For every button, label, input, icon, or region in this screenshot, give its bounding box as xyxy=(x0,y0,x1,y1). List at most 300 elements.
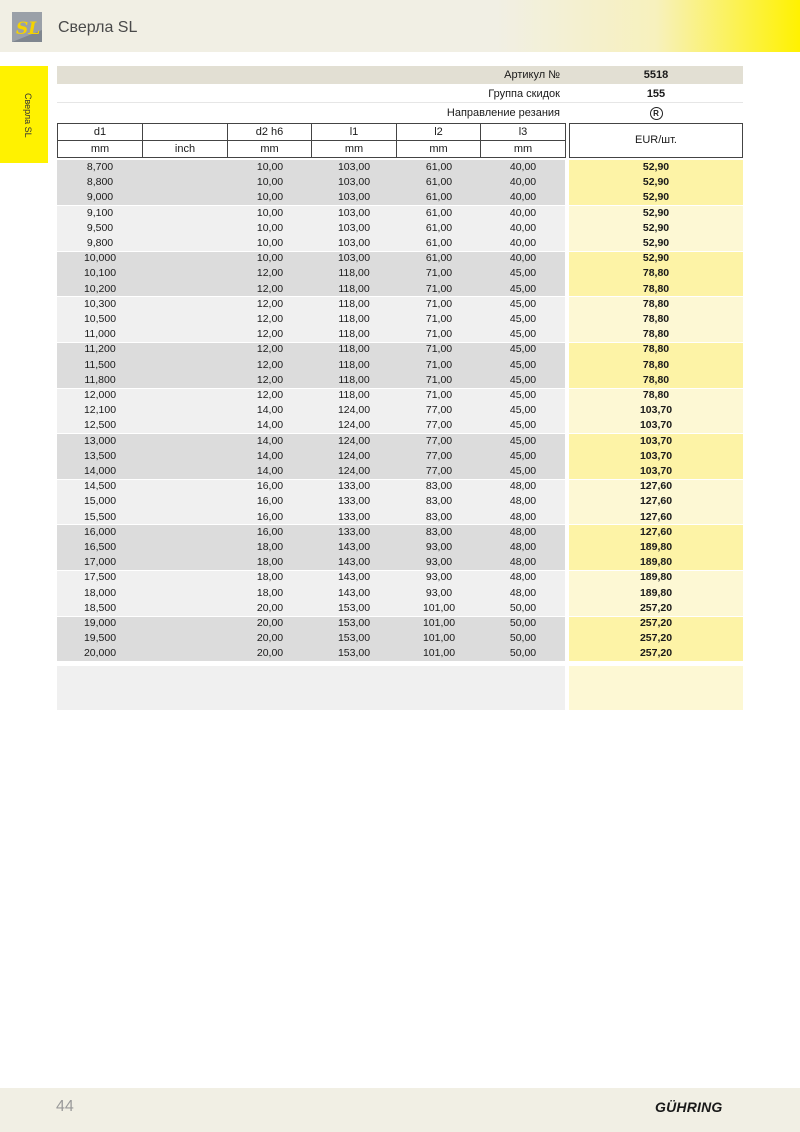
group-separator xyxy=(57,388,743,389)
cell-price: 52,90 xyxy=(642,176,670,189)
cell-inch xyxy=(142,510,228,525)
cell-price: 78,80 xyxy=(642,343,670,356)
cell-l2: 71,00 xyxy=(425,389,453,401)
cell-d1: 14,500 xyxy=(83,480,117,493)
cell-price: 52,90 xyxy=(642,252,670,265)
cell-inch xyxy=(142,206,228,221)
cell-d2: 10,00 xyxy=(256,191,284,204)
cell-l3: 50,00 xyxy=(509,601,537,614)
cell-d1: 14,000 xyxy=(83,465,117,477)
cell-d1: 9,100 xyxy=(86,206,114,219)
cell-l1: 118,00 xyxy=(338,358,370,371)
cell-l3: 48,00 xyxy=(509,586,537,599)
cell-price: 78,80 xyxy=(642,267,670,280)
cell-l3: 48,00 xyxy=(509,541,537,553)
cell-l1: 118,00 xyxy=(338,389,370,401)
table-row xyxy=(57,464,743,479)
cell-l3: 45,00 xyxy=(509,267,537,280)
col-header-d2: d2 h6 xyxy=(227,123,312,141)
table-row xyxy=(57,403,743,418)
cell-l1: 103,00 xyxy=(337,221,371,234)
svg-text:SL: SL xyxy=(16,19,41,39)
cell-inch xyxy=(142,479,228,494)
cell-l2: 83,00 xyxy=(425,495,453,508)
cell-l3: 45,00 xyxy=(509,373,537,386)
cell-l3: 48,00 xyxy=(509,510,537,523)
cell-inch xyxy=(142,586,228,601)
cell-price: 257,20 xyxy=(639,632,673,645)
cell-l1: 124,00 xyxy=(337,404,371,417)
cell-l3: 45,00 xyxy=(509,282,537,295)
cell-d1: 10,100 xyxy=(83,267,117,280)
cell-l2: 101,00 xyxy=(422,632,456,645)
table-row xyxy=(57,555,743,570)
table-row xyxy=(57,510,743,525)
right-hand-cutting-icon: R xyxy=(650,107,663,120)
cell-price: 52,90 xyxy=(642,221,670,234)
cell-price: 52,90 xyxy=(642,161,670,173)
group-separator xyxy=(57,205,743,206)
cell-inch xyxy=(142,540,228,555)
cell-d1: 19,000 xyxy=(83,617,117,629)
cell-inch xyxy=(142,403,228,418)
cell-d1: 11,200 xyxy=(84,343,116,356)
table-row xyxy=(57,358,743,373)
cell-d1: 17,000 xyxy=(83,556,117,569)
table-row xyxy=(57,175,743,190)
cell-l2: 71,00 xyxy=(425,343,453,356)
cell-price: 257,20 xyxy=(639,601,673,614)
cell-inch xyxy=(142,190,228,205)
cell-l2: 77,00 xyxy=(425,449,453,462)
cell-l1: 103,00 xyxy=(337,161,371,173)
cell-d1: 12,000 xyxy=(83,389,117,401)
col-header-l3: l3 xyxy=(480,123,566,141)
cell-d2: 16,00 xyxy=(256,510,284,523)
table-row xyxy=(57,418,743,433)
discount-value: 155 xyxy=(646,88,666,100)
cell-price: 52,90 xyxy=(642,237,670,249)
cell-inch xyxy=(142,358,228,373)
cell-price: 78,80 xyxy=(642,328,670,341)
cell-d1: 8,700 xyxy=(86,161,114,173)
cell-l1: 103,00 xyxy=(337,206,371,219)
side-tab-label: Сверла SL xyxy=(23,93,33,138)
table-row xyxy=(57,282,743,297)
col-header-price: EUR/шт. xyxy=(569,123,743,158)
group-separator xyxy=(57,661,743,662)
group-separator xyxy=(57,524,743,525)
cell-inch xyxy=(142,342,228,357)
cell-l1: 118,00 xyxy=(338,267,370,280)
cell-l3: 45,00 xyxy=(509,358,537,371)
cell-l3: 50,00 xyxy=(509,617,537,629)
table-row xyxy=(57,160,743,175)
cell-d2: 14,00 xyxy=(256,465,284,477)
cell-l1: 124,00 xyxy=(337,465,371,477)
cell-d1: 19,500 xyxy=(83,632,117,645)
group-separator xyxy=(57,296,743,297)
cell-d2: 18,00 xyxy=(256,556,284,569)
article-row xyxy=(57,66,743,84)
cell-l1: 153,00 xyxy=(337,601,371,614)
cell-l1: 118,00 xyxy=(338,297,370,310)
cell-l1: 124,00 xyxy=(337,449,371,462)
cell-price: 103,70 xyxy=(639,434,673,447)
cell-l2: 71,00 xyxy=(425,373,453,386)
table-row xyxy=(57,236,743,251)
cell-d1: 11,800 xyxy=(84,373,116,386)
cell-d2: 12,00 xyxy=(256,389,284,401)
cell-d1: 9,000 xyxy=(86,191,114,204)
cell-l1: 118,00 xyxy=(338,343,370,356)
empty-price-block xyxy=(569,666,743,710)
direction-label: Направление резания xyxy=(446,107,560,119)
cell-inch xyxy=(142,175,228,190)
cell-d1: 11,000 xyxy=(84,328,116,341)
cell-d1: 9,500 xyxy=(86,221,114,234)
cell-l2: 77,00 xyxy=(425,465,453,477)
table-row xyxy=(57,586,743,601)
cell-l3: 45,00 xyxy=(509,389,537,401)
cell-d2: 12,00 xyxy=(256,328,284,341)
cell-d2: 12,00 xyxy=(256,343,284,356)
cell-l2: 83,00 xyxy=(425,525,453,538)
cell-d2: 12,00 xyxy=(256,282,284,295)
page-number: 44 xyxy=(56,1098,74,1115)
group-separator xyxy=(57,479,743,480)
cell-d1: 13,500 xyxy=(83,449,117,462)
cell-d2: 20,00 xyxy=(256,647,284,660)
cell-l3: 45,00 xyxy=(509,465,537,477)
cell-d2: 10,00 xyxy=(256,237,284,249)
cell-l1: 133,00 xyxy=(337,510,371,523)
cell-l2: 93,00 xyxy=(425,571,453,584)
cell-d1: 18,000 xyxy=(83,586,117,599)
unit-l2: mm xyxy=(396,140,481,158)
cell-d2: 12,00 xyxy=(256,313,284,325)
cell-l2: 61,00 xyxy=(425,176,453,189)
unit-l1: mm xyxy=(311,140,397,158)
cell-l3: 45,00 xyxy=(509,328,537,341)
cell-l1: 118,00 xyxy=(338,282,370,295)
cell-l1: 143,00 xyxy=(337,556,371,569)
cell-d1: 12,500 xyxy=(83,419,117,432)
cell-d1: 17,500 xyxy=(83,571,117,584)
page-footer xyxy=(0,1088,800,1132)
cell-l1: 118,00 xyxy=(338,373,370,386)
cell-d2: 10,00 xyxy=(256,252,284,265)
table-row xyxy=(57,601,743,616)
cell-l1: 153,00 xyxy=(337,617,371,629)
cell-l2: 101,00 xyxy=(422,617,456,629)
cell-d1: 16,000 xyxy=(83,525,117,538)
cell-d1: 15,500 xyxy=(83,510,117,523)
cell-inch xyxy=(142,555,228,570)
cell-price: 78,80 xyxy=(642,358,670,371)
cell-l1: 118,00 xyxy=(338,328,370,341)
cell-l2: 61,00 xyxy=(425,221,453,234)
cell-d1: 10,300 xyxy=(83,297,117,310)
cell-d2: 12,00 xyxy=(256,297,284,310)
cell-l1: 103,00 xyxy=(337,176,371,189)
cell-price: 78,80 xyxy=(642,373,670,386)
cell-d1: 18,500 xyxy=(83,601,117,614)
cell-price: 103,70 xyxy=(639,449,673,462)
cell-l2: 61,00 xyxy=(425,191,453,204)
cell-inch xyxy=(142,266,228,281)
cell-l2: 101,00 xyxy=(422,647,456,660)
cell-d2: 16,00 xyxy=(256,525,284,538)
cell-d2: 12,00 xyxy=(256,358,284,371)
brand-logo: GÜHRING xyxy=(655,1099,723,1115)
group-separator xyxy=(57,570,743,571)
article-label: Артикул № xyxy=(504,69,560,81)
cell-l3: 40,00 xyxy=(509,252,537,265)
cell-l3: 45,00 xyxy=(509,434,537,447)
table-row xyxy=(57,646,743,661)
cell-l3: 45,00 xyxy=(509,297,537,310)
cell-l3: 40,00 xyxy=(509,206,537,219)
cell-l3: 48,00 xyxy=(509,495,537,508)
cell-l2: 61,00 xyxy=(425,161,453,173)
cell-price: 103,70 xyxy=(639,419,673,432)
cell-d2: 10,00 xyxy=(256,221,284,234)
cell-price: 257,20 xyxy=(639,617,673,629)
table-row xyxy=(57,388,743,403)
cell-price: 127,60 xyxy=(639,480,673,493)
cell-l2: 77,00 xyxy=(425,419,453,432)
cell-inch xyxy=(142,327,228,342)
cell-inch xyxy=(142,236,228,251)
col-header-d1: d1 xyxy=(57,123,143,141)
cell-l1: 143,00 xyxy=(337,571,371,584)
cell-price: 78,80 xyxy=(642,389,670,401)
cell-d1: 15,000 xyxy=(83,495,117,508)
cell-l2: 77,00 xyxy=(425,434,453,447)
table-row xyxy=(57,251,743,266)
cell-inch xyxy=(142,631,228,646)
cell-price: 189,80 xyxy=(639,556,673,569)
table-row xyxy=(57,570,743,585)
cell-inch xyxy=(142,646,228,661)
empty-block xyxy=(57,666,565,710)
cell-l2: 71,00 xyxy=(425,313,453,325)
cell-d2: 20,00 xyxy=(256,632,284,645)
cell-l3: 40,00 xyxy=(509,161,537,173)
cell-price: 127,60 xyxy=(639,510,673,523)
cell-l2: 83,00 xyxy=(425,510,453,523)
table-row xyxy=(57,479,743,494)
cell-inch xyxy=(142,297,228,312)
cell-inch xyxy=(142,312,228,327)
cell-l3: 50,00 xyxy=(509,632,537,645)
cell-l1: 153,00 xyxy=(337,647,371,660)
cell-inch xyxy=(142,418,228,433)
cell-l1: 118,00 xyxy=(338,313,370,325)
cell-inch xyxy=(142,601,228,616)
cell-price: 103,70 xyxy=(639,404,673,417)
table-row xyxy=(57,449,743,464)
table-row xyxy=(57,540,743,555)
cell-inch xyxy=(142,616,228,631)
cell-l1: 103,00 xyxy=(337,237,371,249)
direction-value xyxy=(569,104,743,122)
cell-l3: 45,00 xyxy=(509,449,537,462)
cell-d1: 13,000 xyxy=(83,434,117,447)
cell-d1: 11,500 xyxy=(84,358,116,371)
cell-d2: 14,00 xyxy=(256,434,284,447)
table-row xyxy=(57,373,743,388)
unit-d2: mm xyxy=(227,140,312,158)
col-header-l2: l2 xyxy=(396,123,481,141)
cell-l3: 45,00 xyxy=(509,419,537,432)
table-row xyxy=(57,494,743,509)
table-row xyxy=(57,525,743,540)
col-header-blank xyxy=(142,123,228,141)
table-row xyxy=(57,206,743,221)
sl-logo-icon xyxy=(12,12,42,42)
cell-inch xyxy=(142,434,228,449)
table-row xyxy=(57,221,743,236)
cell-l2: 101,00 xyxy=(422,601,456,614)
group-separator xyxy=(57,616,743,617)
cell-d2: 14,00 xyxy=(256,449,284,462)
header-title: Сверла SL xyxy=(58,19,138,36)
cell-d2: 10,00 xyxy=(256,206,284,219)
cell-inch xyxy=(142,525,228,540)
cell-l3: 48,00 xyxy=(509,480,537,493)
cell-l3: 40,00 xyxy=(509,176,537,189)
table-row xyxy=(57,631,743,646)
cell-l2: 71,00 xyxy=(425,282,453,295)
group-separator xyxy=(57,251,743,252)
col-header-l1: l1 xyxy=(311,123,397,141)
cell-d2: 14,00 xyxy=(256,419,284,432)
cell-d2: 18,00 xyxy=(256,586,284,599)
cell-inch xyxy=(142,449,228,464)
cell-l1: 133,00 xyxy=(337,525,371,538)
table-row xyxy=(57,266,743,281)
cell-l2: 71,00 xyxy=(425,297,453,310)
cell-l1: 153,00 xyxy=(337,632,371,645)
cell-l3: 50,00 xyxy=(509,647,537,660)
cell-l3: 45,00 xyxy=(509,343,537,356)
cell-l1: 143,00 xyxy=(337,586,371,599)
table-row xyxy=(57,327,743,342)
cell-l3: 48,00 xyxy=(509,556,537,569)
cell-l2: 93,00 xyxy=(425,556,453,569)
cell-d1: 10,000 xyxy=(83,252,117,265)
cell-d2: 20,00 xyxy=(256,601,284,614)
cell-l1: 133,00 xyxy=(337,480,371,493)
table-row xyxy=(57,616,743,631)
cell-l3: 40,00 xyxy=(509,191,537,204)
cell-l3: 45,00 xyxy=(509,313,537,325)
cell-price: 103,70 xyxy=(639,465,673,477)
article-value: 5518 xyxy=(569,66,743,84)
cell-l2: 71,00 xyxy=(425,267,453,280)
table-row xyxy=(57,297,743,312)
cell-l3: 48,00 xyxy=(509,571,537,584)
cell-price: 78,80 xyxy=(642,297,670,310)
cell-l3: 40,00 xyxy=(509,221,537,234)
cell-l3: 48,00 xyxy=(509,525,537,538)
cell-l2: 61,00 xyxy=(425,206,453,219)
cell-price: 78,80 xyxy=(642,313,670,325)
cell-d1: 10,500 xyxy=(83,313,117,325)
cell-d1: 10,200 xyxy=(83,282,117,295)
unit-l3: mm xyxy=(480,140,566,158)
cell-price: 257,20 xyxy=(639,647,673,660)
section-side-tab[interactable] xyxy=(0,66,48,163)
cell-inch xyxy=(142,282,228,297)
cell-l2: 83,00 xyxy=(425,480,453,493)
table-row xyxy=(57,434,743,449)
unit-d1: mm xyxy=(57,140,143,158)
cell-l1: 133,00 xyxy=(337,495,371,508)
cell-l2: 71,00 xyxy=(425,358,453,371)
table-row xyxy=(57,342,743,357)
cell-d2: 12,00 xyxy=(256,373,284,386)
cell-d1: 12,100 xyxy=(83,404,117,417)
cell-price: 189,80 xyxy=(639,571,673,584)
cell-l3: 45,00 xyxy=(509,404,537,417)
cell-d1: 8,800 xyxy=(86,176,114,189)
page-header xyxy=(0,0,800,52)
cell-l2: 93,00 xyxy=(425,541,453,553)
cell-d2: 10,00 xyxy=(256,176,284,189)
cell-l2: 61,00 xyxy=(425,237,453,249)
table-row xyxy=(57,190,743,205)
cell-price: 127,60 xyxy=(639,495,673,508)
discount-label: Группа скидок xyxy=(488,88,560,100)
cell-d2: 18,00 xyxy=(256,571,284,584)
cell-d2: 16,00 xyxy=(256,480,284,493)
cell-inch xyxy=(142,464,228,479)
cell-l1: 103,00 xyxy=(337,252,371,265)
cell-l2: 61,00 xyxy=(425,252,453,265)
cell-d2: 20,00 xyxy=(256,617,284,629)
cell-d2: 14,00 xyxy=(256,404,284,417)
direction-row xyxy=(57,104,743,122)
cell-inch xyxy=(142,388,228,403)
cell-d2: 10,00 xyxy=(256,161,284,173)
table-row xyxy=(57,312,743,327)
cell-l2: 93,00 xyxy=(425,586,453,599)
group-separator xyxy=(57,342,743,343)
cell-d1: 16,500 xyxy=(83,541,117,553)
discount-row xyxy=(57,85,743,103)
cell-l2: 77,00 xyxy=(425,404,453,417)
cell-l3: 40,00 xyxy=(509,237,537,249)
cell-d2: 16,00 xyxy=(256,495,284,508)
cell-d2: 12,00 xyxy=(256,267,284,280)
cell-d2: 18,00 xyxy=(256,541,284,553)
cell-price: 52,90 xyxy=(642,191,670,204)
cell-inch xyxy=(142,221,228,236)
cell-price: 52,90 xyxy=(642,206,670,219)
cell-price: 127,60 xyxy=(639,525,673,538)
group-separator xyxy=(57,433,743,434)
cell-l2: 71,00 xyxy=(425,328,453,341)
cell-price: 189,80 xyxy=(639,586,673,599)
cell-inch xyxy=(142,373,228,388)
cell-l1: 103,00 xyxy=(337,191,371,204)
cell-inch xyxy=(142,251,228,266)
cell-d1: 9,800 xyxy=(86,237,114,249)
cell-l1: 124,00 xyxy=(337,434,371,447)
